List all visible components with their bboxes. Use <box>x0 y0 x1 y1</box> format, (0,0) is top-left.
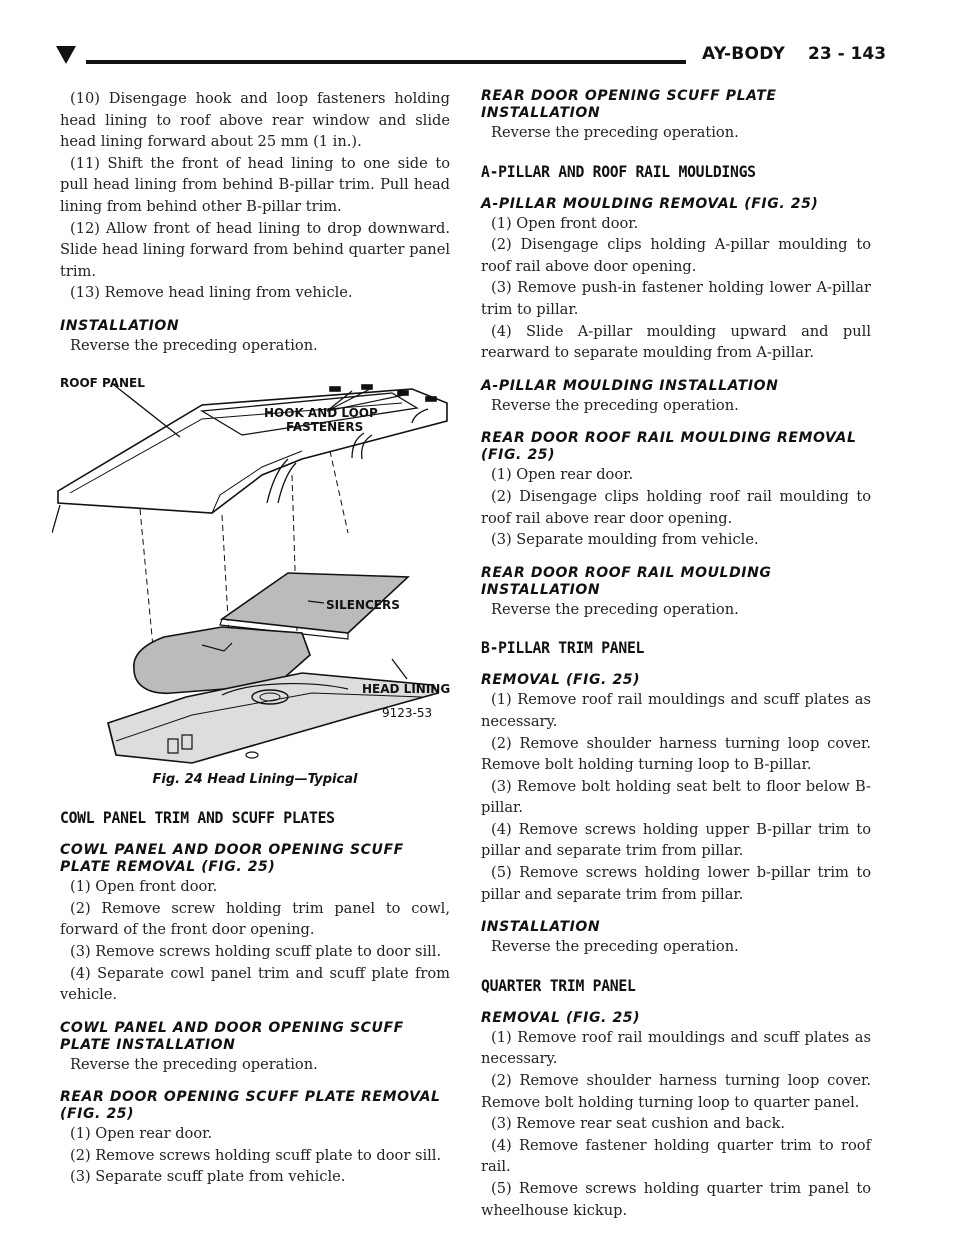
paragraph: Reverse the preceding operation. <box>70 1055 318 1073</box>
label-head-lining: HEAD LINING <box>362 681 451 696</box>
paragraph: (1) Open rear door. <box>70 1125 213 1143</box>
subheading: REAR DOOR ROOF RAIL MOULDING REMOVAL (FIG. 25) <box>481 430 857 464</box>
paragraph: (3) Separate scuff plate from vehicle. <box>70 1168 346 1186</box>
subheading: REMOVAL (FIG. 25) <box>481 1009 641 1026</box>
section-heading: A-PILLAR AND ROOF RAIL MOULDINGS <box>481 161 756 181</box>
paragraph: (4) Slide A-pillar moulding upward and pull rearward to separate moulding from A-pillar. <box>481 322 871 362</box>
paragraph: (3) Remove screws holding scuff plate to door sill. <box>70 942 442 960</box>
subheading: COWL PANEL AND DOOR OPENING SCUFF PLATE INSTALLATION <box>60 1019 404 1053</box>
label-roof-panel: ROOF PANEL <box>60 375 145 390</box>
subheading: REAR DOOR ROOF RAIL MOULDING INSTALLATION <box>481 564 772 598</box>
paragraph: Reverse the preceding operation. <box>491 124 739 141</box>
head-lining-diagram <box>52 363 452 767</box>
paragraph: (11) Shift the front of head lining to one side to pull head lining from behind B-pillar trim. Pull head lining from behind other B-pillar trim. <box>60 154 450 215</box>
paragraph: (1) Remove roof rail mouldings and scuff plates as necessary. <box>481 691 871 730</box>
section-title: AY-BODY <box>702 44 786 64</box>
subheading: A-PILLAR MOULDING INSTALLATION <box>481 377 779 394</box>
paragraph: (10) Disengage hook and loop fasteners holding head lining to roof above rear window and slide head lining forward about 25 mm (1 in.). <box>60 90 450 151</box>
paragraph: (5) Remove screws holding lower b-pillar trim to pillar and separate trim from pillar. <box>481 864 871 903</box>
right-column <box>481 88 871 1221</box>
paragraph: (3) Separate moulding from vehicle. <box>491 531 759 549</box>
left-column <box>60 88 450 1188</box>
paragraph: (2) Disengage clips holding roof rail moulding to roof rail above rear door opening. <box>481 487 871 527</box>
figure-caption: Fig. 24 Head Lining—Typical <box>152 771 358 787</box>
subheading: A-PILLAR MOULDING REMOVAL (FIG. 25) <box>481 195 819 212</box>
paragraph: (1) Open front door. <box>491 214 639 232</box>
subheading: INSTALLATION <box>481 919 601 936</box>
page-header <box>0 0 960 80</box>
paragraph: (2) Disengage clips holding A-pillar moulding to roof rail above door opening. <box>481 236 871 275</box>
paragraph: (5) Remove screws holding quarter trim panel to wheelhouse kickup. <box>481 1180 871 1219</box>
paragraph: (2) Remove shoulder harness turning loop cover. Remove bolt holding turning loop to quarter panel. <box>481 1072 871 1111</box>
section-heading: B-PILLAR TRIM PANEL <box>481 638 645 658</box>
label-hook-loop: HOOK AND LOOP <box>264 405 378 420</box>
triangle-marker-icon <box>56 46 76 64</box>
subheading: INSTALLATION <box>60 317 180 334</box>
paragraph: (3) Remove bolt holding seat belt to floor below B-pillar. <box>481 777 871 817</box>
paragraph: Reverse the preceding operation. <box>491 938 739 956</box>
paragraph: Reverse the preceding operation. <box>491 600 739 618</box>
paragraph: Reverse the preceding operation. <box>70 336 318 354</box>
paragraph: (1) Remove roof rail mouldings and scuff plates as necessary. <box>481 1028 871 1068</box>
label-fasteners: FASTENERS <box>286 419 364 434</box>
paragraph: (4) Separate cowl panel trim and scuff plate from vehicle. <box>60 964 450 1004</box>
subheading: REAR DOOR OPENING SCUFF PLATE REMOVAL (FIG. 25) <box>60 1089 441 1123</box>
figure-number: 9123-53 <box>382 705 433 720</box>
paragraph: (4) Remove fastener holding quarter trim to roof rail. <box>481 1136 871 1176</box>
subheading: COWL PANEL AND DOOR OPENING SCUFF PLATE REMOVAL (FIG. 25) <box>60 842 404 876</box>
subheading: REMOVAL (FIG. 25) <box>481 672 641 689</box>
page-number: 23 - 143 <box>808 44 887 64</box>
label-silencers: SILENCERS <box>326 597 400 612</box>
paragraph: (2) Remove screws holding scuff plate to door sill. <box>70 1146 442 1164</box>
figure-head-lining <box>60 363 450 767</box>
section-heading: QUARTER TRIM PANEL <box>481 975 636 995</box>
paragraph: (3) Remove rear seat cushion and back. <box>491 1115 786 1133</box>
paragraph: (1) Open rear door. <box>491 466 634 484</box>
paragraph: Reverse the preceding operation. <box>491 396 739 414</box>
paragraph: (13) Remove head lining from vehicle. <box>70 284 353 302</box>
paragraph: (1) Open front door. <box>70 878 218 896</box>
section-heading: COWL PANEL TRIM AND SCUFF PLATES <box>60 808 335 828</box>
header-rule <box>86 60 686 64</box>
paragraph: (3) Remove push-in fastener holding lower A-pillar trim to pillar. <box>481 279 871 318</box>
subheading: REAR DOOR OPENING SCUFF PLATE INSTALLATION <box>481 88 777 121</box>
paragraph: (2) Remove shoulder harness turning loop cover. Remove bolt holding turning loop to B-pillar. <box>481 734 871 774</box>
paragraph: (2) Remove screw holding trim panel to cowl, forward of the front door opening. <box>60 899 450 939</box>
paragraph: (4) Remove screws holding upper B-pillar trim to pillar and separate trim from pillar. <box>481 820 871 860</box>
paragraph: (12) Allow front of head lining to drop downward. Slide head lining forward from behind quarter panel trim. <box>60 219 450 280</box>
